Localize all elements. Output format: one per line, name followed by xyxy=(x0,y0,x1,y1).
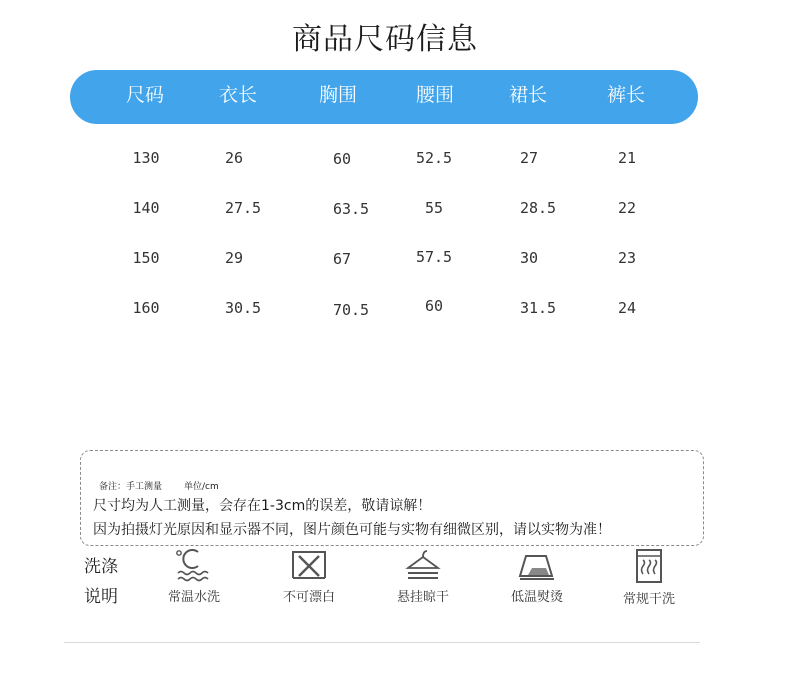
header-skirt-length: 裙长 xyxy=(508,84,548,106)
header-size: 尺码 xyxy=(125,84,165,106)
table-cell: 22 xyxy=(617,199,637,217)
care-item-hang xyxy=(373,548,473,605)
care-label: 常温水洗 xyxy=(167,590,220,605)
table-cell: 160 xyxy=(132,299,160,317)
care-label: 不可漂白 xyxy=(282,590,335,605)
care-item-iron xyxy=(487,548,587,605)
table-cell: 28.5 xyxy=(519,199,557,217)
bottom-divider xyxy=(64,642,700,643)
care-label: 低温熨烫 xyxy=(510,590,563,605)
care-heading-line1: 洗涤 xyxy=(84,557,118,577)
table-cell: 52.5 xyxy=(415,149,453,167)
table-cell: 57.5 xyxy=(415,248,453,266)
care-label: 常规干洗 xyxy=(622,592,675,607)
header-waist: 腰围 xyxy=(415,84,455,106)
table-cell: 63.5 xyxy=(332,200,370,218)
table-cell: 140 xyxy=(132,199,160,217)
care-item-dryclean xyxy=(599,548,699,607)
header-pants-length: 裤长 xyxy=(606,84,646,106)
table-cell: 60 xyxy=(424,297,444,315)
table-cell: 30 xyxy=(519,249,539,267)
table-cell: 60 xyxy=(332,150,352,168)
header-chest: 胸围 xyxy=(318,84,358,106)
table-cell: 27 xyxy=(519,149,539,167)
table-cell: 67 xyxy=(332,250,352,268)
table-cell: 30.5 xyxy=(224,299,262,317)
unit-label: 单位/cm xyxy=(184,482,219,492)
table-cell: 29 xyxy=(224,249,244,267)
note-line-color: 因为拍摄灯光原因和显示器不同，图片颜色可能与实物有细微区别，请以实物为准！ xyxy=(93,522,611,538)
care-item-wash xyxy=(144,548,244,605)
care-heading-line2: 说明 xyxy=(84,587,118,607)
remark-label: 备注：手工测量 xyxy=(99,482,163,492)
iron-low-icon xyxy=(516,548,558,582)
size-table xyxy=(0,0,790,330)
header-length: 衣长 xyxy=(218,84,258,106)
care-item-bleach xyxy=(259,548,359,605)
table-cell: 24 xyxy=(617,299,637,317)
note-line-measurement: 尺寸均为人工测量，会存在1-3cm的误差，敬请谅解！ xyxy=(93,498,432,514)
table-cell: 31.5 xyxy=(519,299,557,317)
table-cell: 130 xyxy=(132,149,160,167)
do-not-bleach-icon xyxy=(289,548,329,582)
page-title: 商品尺码信息 xyxy=(292,22,478,57)
table-cell: 26 xyxy=(224,149,244,167)
note-remark xyxy=(99,479,219,492)
hand-wash-warm-icon xyxy=(172,548,216,582)
care-label: 悬挂晾干 xyxy=(396,590,449,605)
table-cell: 55 xyxy=(424,199,444,217)
table-cell: 23 xyxy=(617,249,637,267)
table-cell: 150 xyxy=(132,249,160,267)
dry-clean-icon xyxy=(632,548,666,584)
table-cell: 70.5 xyxy=(332,301,370,319)
table-cell: 27.5 xyxy=(224,199,262,217)
hang-dry-icon xyxy=(403,548,443,582)
table-cell: 21 xyxy=(617,149,637,167)
note-box xyxy=(80,450,704,546)
